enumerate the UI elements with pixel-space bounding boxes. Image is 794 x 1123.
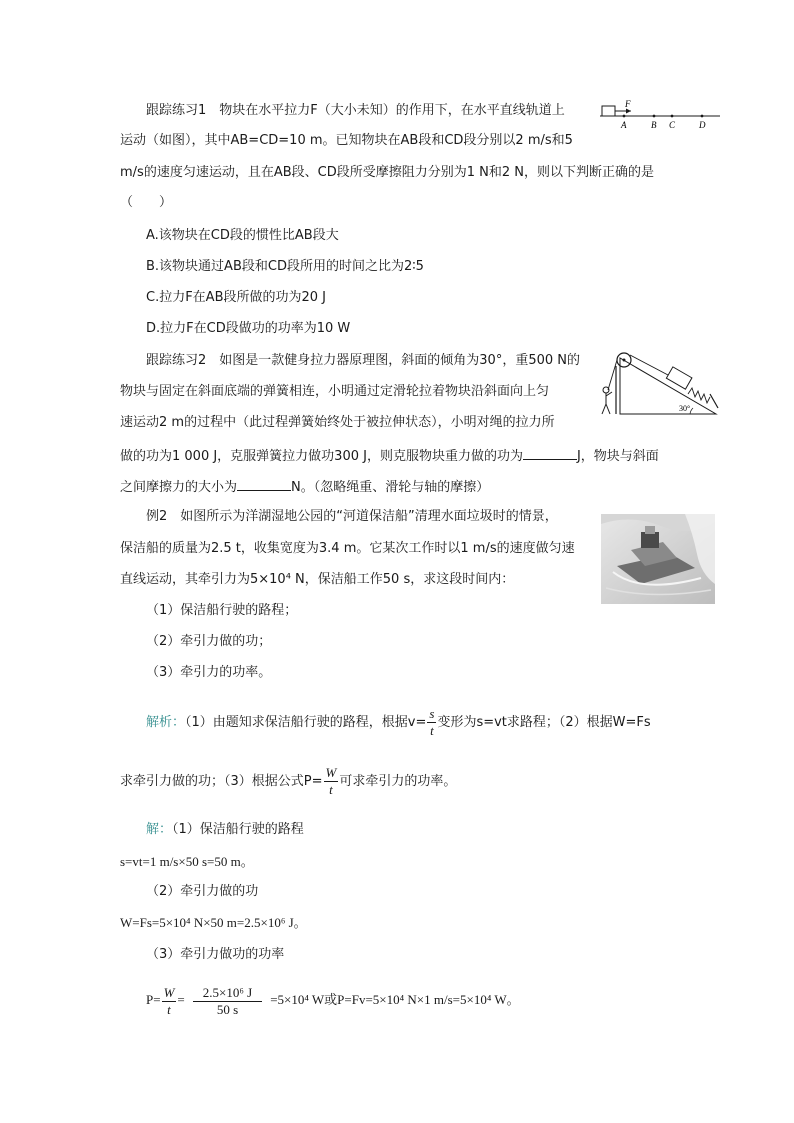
- example2-question-3: （3）牵引力的功率。: [146, 665, 272, 680]
- solution-step3-equation: [146, 980, 520, 1020]
- solution-step2-title: （2）牵引力做的功: [146, 884, 259, 899]
- example2-question-1: （1）保洁船行驶的路程；: [146, 603, 298, 618]
- ex2-line4: [120, 445, 659, 467]
- ex1-option-d: D.拉力F在CD段做功的功率为10 W: [146, 321, 351, 336]
- ex2-line5-text: 之间摩擦力的大小为: [120, 480, 238, 495]
- eq-p-prefix: P=: [146, 992, 161, 1007]
- solution-step1-title: （1）保洁船行驶的路程: [172, 822, 304, 837]
- example2-line3: 直线运动，其牵引力为5×10⁴ N，保洁船工作50 s，求这段时间内：: [120, 572, 515, 587]
- analysis-text-2a: 求牵引力做的功；（3）根据公式P=: [120, 774, 323, 789]
- spring: [688, 388, 710, 403]
- example2-line1: 例2 如图所示为洋湖湿地公园的“河道保洁船”清理水面垃圾时的情景，: [146, 509, 558, 524]
- track-figure: [600, 98, 724, 132]
- incline-triangle: [620, 358, 716, 414]
- ex2-line2: 物块与固定在斜面底端的弹簧相连，小明通过定滑轮拉着物块沿斜面向上匀: [120, 384, 550, 399]
- force-label: F: [625, 99, 631, 109]
- analysis-label: 解析：: [146, 715, 186, 730]
- block: [666, 367, 692, 389]
- analysis-text-1b: 变形为s=vt求路程；（2）根据W=Fs: [437, 715, 651, 730]
- eq-result: =5×10⁴ W或P=Fv=5×10⁴ N×1 m/s=5×10⁴ W。: [270, 992, 520, 1007]
- analysis-text-2b: 可求牵引力的功率。: [339, 774, 457, 789]
- analysis-line1: [146, 706, 651, 740]
- rope: [630, 355, 668, 375]
- answer-blank-gravity-work[interactable]: [523, 445, 577, 460]
- ex2-line5: [120, 476, 489, 498]
- ex1-line3: m/s的速度匀速运动，且在AB段、CD段所受摩擦阻力分别为1 N和2 N，则以下判断正确的是: [120, 165, 654, 180]
- ex1-line1: 跟踪练习1 物块在水平拉力F（大小未知）的作用下，在水平直线轨道上: [146, 103, 565, 118]
- ex2-line4-text: 做的功为1 000 J，克服弹簧拉力做功300 J，则克服物块重力做的功为: [120, 449, 523, 464]
- solution-line1: [146, 820, 304, 840]
- ex1-option-a: A.该物块在CD段的惯性比AB段大: [146, 228, 339, 243]
- example2-line2: 保洁船的质量为2.5 t，收集宽度为3.4 m。它某次工作时以1 m/s的速度做匀速: [120, 541, 575, 556]
- fraction-w-over-t: [324, 765, 339, 798]
- fraction-denominator: 50 s: [216, 1001, 239, 1017]
- force-arrow-head: [626, 109, 631, 114]
- fraction-denominator: t: [329, 782, 333, 797]
- example2-question-2: （2）牵引力做的功；: [146, 634, 272, 649]
- fraction-numerator: 2.5×10⁶ J: [193, 985, 262, 1002]
- ex2-line3: 速运动2 m的过程中（此过程弹簧始终处于被拉伸状态），小明对绳的拉力所: [120, 415, 555, 430]
- eq-equals-sign: =: [177, 992, 185, 1007]
- ex2-line4-tail: J，物块与斜面: [576, 449, 659, 464]
- ex1-line4: （ ）: [120, 195, 173, 210]
- point-b-label: B: [651, 120, 657, 130]
- point-b-dot: [653, 115, 656, 118]
- fraction-s-over-t: [427, 706, 436, 739]
- angle-label: 30°: [679, 404, 691, 413]
- fraction-numerator: W: [163, 984, 175, 1000]
- ex2-line5-tail: N。（忽略绳重、滑轮与轴的摩擦）: [291, 480, 490, 495]
- solution-step3-title: （3）牵引力做功的功率: [146, 947, 285, 962]
- ex1-option-b: B.该物块通过AB段和CD段所用的时间之比为2∶5: [146, 259, 424, 274]
- point-a-dot: [623, 115, 626, 118]
- fraction-denominator: t: [430, 723, 434, 738]
- point-a-label: A: [621, 120, 627, 130]
- ex1-line2: 运动（如图），其中AB=CD=10 m。已知物块在AB段和CD段分别以2 m/s和5: [120, 133, 573, 148]
- fraction-denominator: t: [167, 1001, 171, 1017]
- solution-label: 解：: [146, 822, 173, 837]
- angle-arc: [690, 408, 693, 414]
- solution-step1-equation: s=vt=1 m/s×50 s=50 m。: [120, 854, 254, 869]
- block-shape: [602, 106, 615, 116]
- analysis-text-1a: （1）由题知求保洁船行驶的路程，根据v=: [185, 715, 427, 730]
- person-leg-left: [602, 404, 606, 414]
- point-d-label: D: [699, 120, 706, 130]
- ex1-option-c: C.拉力F在AB段所做的功为20 J: [146, 290, 327, 305]
- spring-anchor: [710, 394, 718, 408]
- fraction-numerator: s: [429, 706, 435, 721]
- point-c-dot: [671, 115, 674, 118]
- point-c-label: C: [669, 120, 676, 130]
- fraction-numerator: W: [325, 765, 337, 780]
- analysis-line2: [120, 765, 456, 799]
- fraction-work-over-time: [193, 985, 262, 1018]
- fraction-w-over-t: [162, 985, 177, 1018]
- ex2-line1: 跟踪练习2 如图是一款健身拉力器原理图，斜面的倾角为30°，重500 N的: [146, 353, 580, 368]
- point-d-dot: [701, 115, 704, 118]
- person-leg-right: [606, 404, 610, 414]
- incline-figure: [598, 350, 720, 420]
- cleaning-boat-photo: [601, 514, 715, 604]
- solution-step2-equation: W=Fs=5×10⁴ N×50 m=2.5×10⁶ J。: [120, 915, 307, 930]
- answer-blank-friction[interactable]: [237, 476, 291, 491]
